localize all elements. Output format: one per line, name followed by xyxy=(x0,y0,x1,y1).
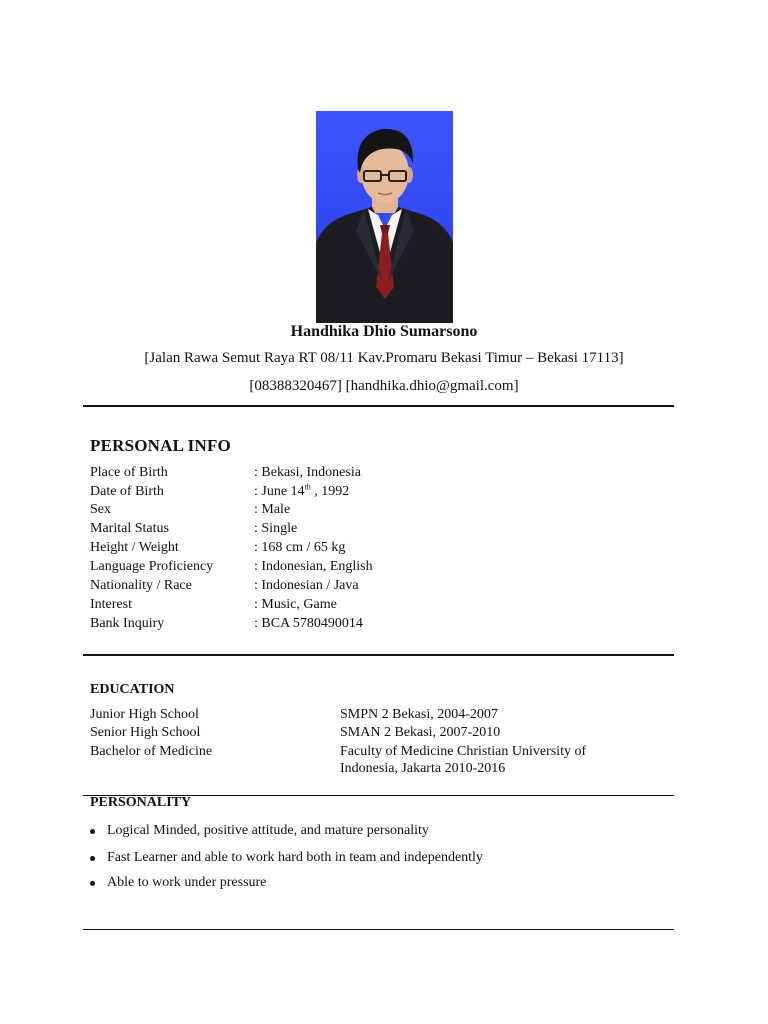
info-value xyxy=(254,483,349,501)
info-value: : Indonesian, English xyxy=(254,559,373,574)
personality-trait: Able to work under pressure xyxy=(107,875,267,890)
info-value: : 168 cm / 65 kg xyxy=(254,540,346,555)
education-detail: Faculty of Medicine Christian University of Indonesia, Jakarta 2010-2016 xyxy=(340,744,587,776)
info-label: Interest xyxy=(90,597,132,612)
info-value: : Indonesian / Java xyxy=(254,578,359,593)
info-label: Height / Weight xyxy=(90,540,179,555)
divider xyxy=(83,405,674,407)
info-label: Place of Birth xyxy=(90,465,168,480)
divider xyxy=(83,654,674,656)
education-level: Senior High School xyxy=(90,725,201,740)
info-value: : Bekasi, Indonesia xyxy=(254,465,361,480)
education-level: Junior High School xyxy=(90,707,199,722)
education-level: Bachelor of Medicine xyxy=(90,744,213,759)
date-of-birth-day: : June 14 xyxy=(254,484,305,499)
info-value: : BCA 5780490014 xyxy=(254,616,363,631)
info-label: Marital Status xyxy=(90,521,169,536)
info-value: : Male xyxy=(254,502,291,517)
date-of-birth-year: , 1992 xyxy=(310,484,350,499)
info-label: Nationality / Race xyxy=(90,578,192,593)
ordinal-suffix: th xyxy=(304,482,311,492)
divider xyxy=(83,929,674,930)
info-value: : Music, Game xyxy=(254,597,337,612)
candidate-address: [Jalan Rawa Semut Raya RT 08/11 Kav.Promaru Bekasi Timur – Bekasi 17113] xyxy=(144,350,624,366)
bullet-icon xyxy=(90,856,95,861)
person-portrait-icon xyxy=(316,111,453,323)
info-label: Language Proficiency xyxy=(90,559,214,574)
profile-photo xyxy=(316,111,453,323)
info-value: : Single xyxy=(254,521,298,536)
candidate-name: Handhika Dhio Sumarsono xyxy=(290,323,478,340)
section-heading-education: EDUCATION xyxy=(90,682,175,697)
info-label: Date of Birth xyxy=(90,484,164,499)
candidate-contact: [08388320467] [handhika.dhio@gmail.com] xyxy=(249,378,519,394)
bullet-icon xyxy=(90,829,95,834)
education-detail: SMAN 2 Bekasi, 2007-2010 xyxy=(340,725,501,740)
info-label: Bank Inquiry xyxy=(90,616,165,631)
education-detail: SMPN 2 Bekasi, 2004-2007 xyxy=(340,707,498,722)
bullet-icon xyxy=(90,881,95,886)
section-heading-personal-info: PERSONAL INFO xyxy=(90,436,231,455)
section-heading-personality: PERSONALITY xyxy=(90,795,192,810)
info-label: Sex xyxy=(90,502,111,517)
personality-trait: Logical Minded, positive attitude, and mature personality xyxy=(107,823,429,838)
personality-trait: Fast Learner and able to work hard both in team and independently xyxy=(107,850,483,865)
